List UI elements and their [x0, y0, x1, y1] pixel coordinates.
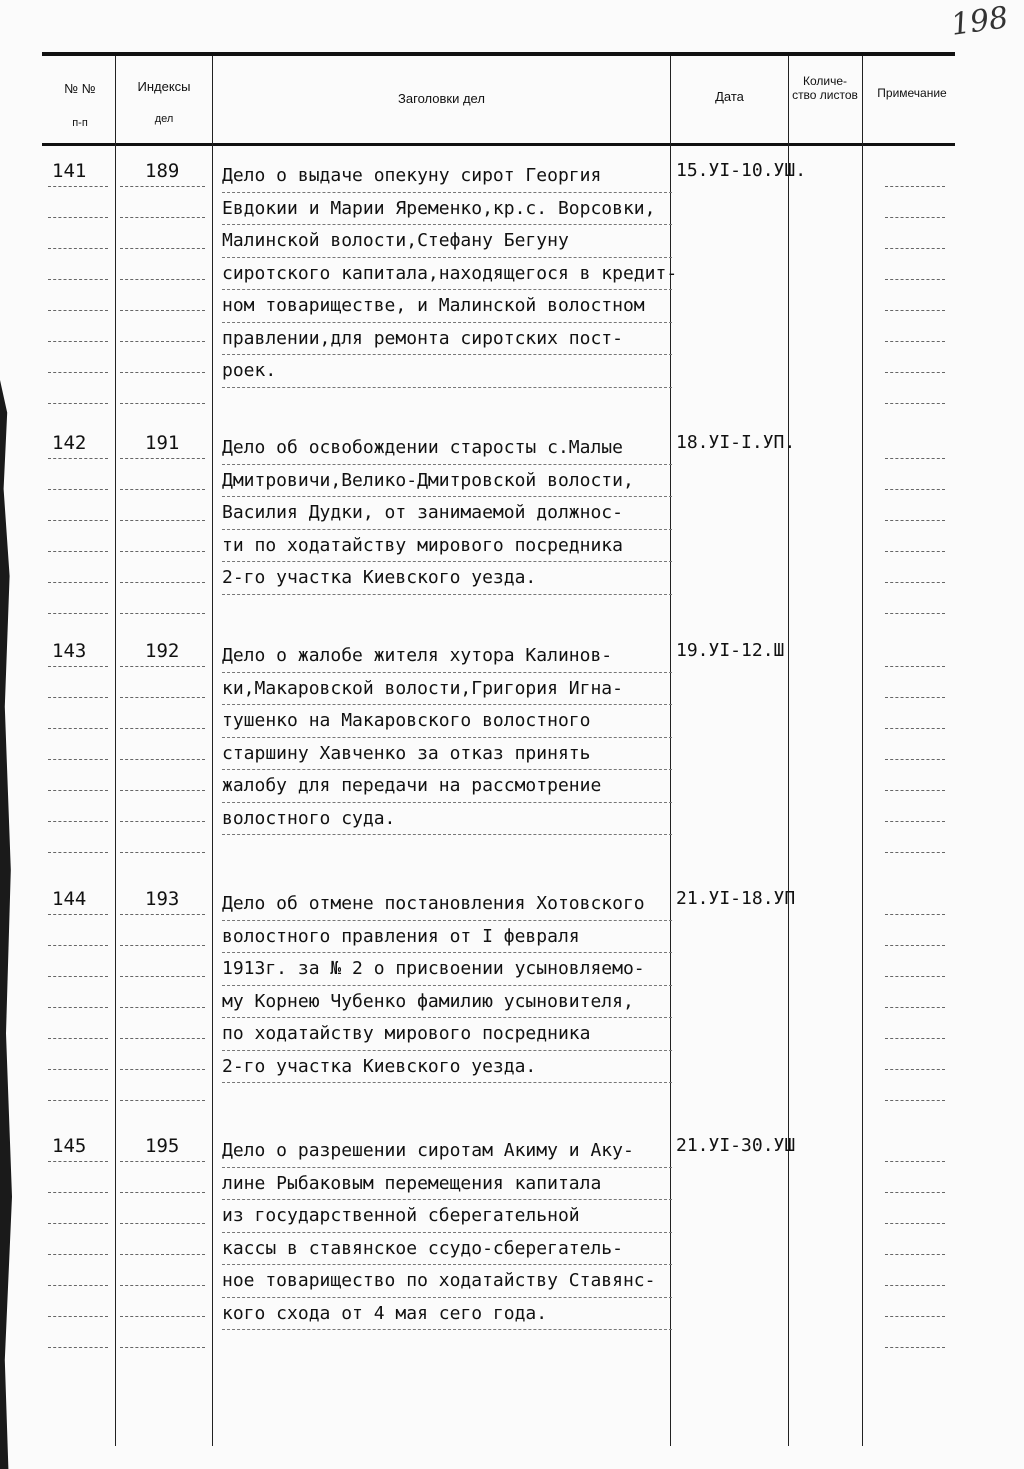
title-line: лине Рыбаковым перемещения капитала — [222, 1168, 672, 1201]
row-title — [222, 432, 672, 595]
row-title — [222, 888, 672, 1083]
title-line: роек. — [222, 355, 672, 388]
ruled-line — [48, 790, 108, 792]
title-line: Дело о выдаче опекуну сирот Георгия — [222, 160, 672, 193]
row-date: 21.УI-30.УШ — [676, 1135, 796, 1156]
ruled-line — [48, 1100, 108, 1102]
ruled-line — [48, 666, 108, 668]
title-line: 2-го участка Киевского уезда. — [222, 1051, 672, 1084]
row-title — [222, 160, 678, 388]
column-divider — [788, 56, 789, 1446]
ruled-line — [120, 914, 205, 916]
ruled-line — [48, 248, 108, 250]
title-line: волостного суда. — [222, 803, 672, 836]
ruled-line — [48, 372, 108, 374]
ruled-line — [885, 1192, 945, 1194]
ruled-line — [120, 1069, 205, 1071]
header-date: Дата — [715, 89, 744, 104]
ruled-line — [885, 1100, 945, 1102]
title-line: Дело о жалобе жителя хутора Калинов- — [222, 640, 672, 673]
ruled-line — [885, 759, 945, 761]
ruled-line — [120, 520, 205, 522]
ruled-line — [48, 976, 108, 978]
ruled-line — [48, 551, 108, 553]
ruled-line — [120, 551, 205, 553]
ruled-line — [120, 279, 205, 281]
ruled-line — [885, 1038, 945, 1040]
ruled-line — [885, 1316, 945, 1318]
ruled-line — [48, 310, 108, 312]
folio-number: 198 — [948, 0, 1011, 43]
ruled-line — [120, 341, 205, 343]
ruled-line — [885, 489, 945, 491]
ruled-line — [120, 1161, 205, 1163]
ruled-line — [885, 403, 945, 405]
ruled-line — [48, 613, 108, 615]
ruled-line — [885, 790, 945, 792]
title-line: Дело об отмене постановления Хотовского — [222, 888, 672, 921]
ruled-line — [120, 1192, 205, 1194]
ruled-line — [48, 914, 108, 916]
ruled-line — [120, 790, 205, 792]
ruled-line — [885, 914, 945, 916]
ruled-line — [885, 310, 945, 312]
ruled-line — [48, 1223, 108, 1225]
title-line: ки,Макаровской волости,Григория Игна- — [222, 673, 672, 706]
ruled-line — [48, 1038, 108, 1040]
ruled-line — [885, 1069, 945, 1071]
title-line: из государственной сберегательной — [222, 1200, 672, 1233]
ruled-line — [885, 666, 945, 668]
title-line: сиротского капитала,находящегося в кредит- — [222, 258, 672, 291]
ruled-line — [48, 945, 108, 947]
ruled-line — [120, 728, 205, 730]
header-bottom-rule — [42, 143, 955, 146]
ruled-line — [885, 613, 945, 615]
ruled-line — [48, 186, 108, 188]
ruled-line — [48, 403, 108, 405]
row-index: 191 — [145, 432, 180, 454]
title-line: Дело об освобождении старосты с.Малые — [222, 432, 672, 465]
row-number: 144 — [52, 888, 87, 910]
title-line: волостного правления от I февраля — [222, 921, 672, 954]
ruled-line — [48, 1069, 108, 1071]
ruled-line — [120, 217, 205, 219]
row-number: 142 — [52, 432, 87, 454]
ruled-line — [48, 1192, 108, 1194]
ruled-line — [885, 945, 945, 947]
title-line: старшину Хавченко за отказ принять — [222, 738, 672, 771]
ruled-line — [120, 582, 205, 584]
row-number: 141 — [52, 160, 87, 182]
ruled-line — [120, 945, 205, 947]
ruled-line — [885, 520, 945, 522]
title-line: ти по ходатайству мирового посредника — [222, 530, 672, 563]
ruled-line — [48, 279, 108, 281]
row-date: 21.УI-18.УП — [676, 888, 796, 909]
ruled-line — [48, 821, 108, 823]
row-index: 193 — [145, 888, 180, 910]
ruled-line — [48, 697, 108, 699]
ruled-line — [120, 666, 205, 668]
ruled-line — [885, 1161, 945, 1163]
ruled-line — [885, 458, 945, 460]
row-number: 143 — [52, 640, 87, 662]
ruled-line — [885, 976, 945, 978]
ruled-line — [120, 821, 205, 823]
ruled-line — [885, 697, 945, 699]
header-index: Индексы — [137, 79, 191, 94]
ruled-line — [120, 759, 205, 761]
ruled-line — [48, 1254, 108, 1256]
title-line: Василия Дудки, от занимаемой должнос- — [222, 497, 672, 530]
ruled-line — [120, 697, 205, 699]
title-line: по ходатайству мирового посредника — [222, 1018, 672, 1051]
row-date: 15.УI-10.УШ. — [676, 160, 807, 181]
ruled-line — [120, 489, 205, 491]
title-line: 2-го участка Киевского уезда. — [222, 562, 672, 595]
row-index: 192 — [145, 640, 180, 662]
ruled-line — [885, 1223, 945, 1225]
title-line: Дело о разрешении сиротам Акиму и Аку- — [222, 1135, 672, 1168]
ruled-line — [885, 279, 945, 281]
row-date: 19.УI-12.Ш — [676, 640, 785, 661]
ruled-line — [120, 1316, 205, 1318]
ruled-line — [120, 186, 205, 188]
ruled-line — [120, 403, 205, 405]
ruled-line — [120, 1285, 205, 1287]
title-line: кассы в ставянское ссудо-сберегатель- — [222, 1233, 672, 1266]
column-divider — [115, 56, 116, 1446]
ruled-line — [885, 1007, 945, 1009]
title-line: Евдокии и Марии Яременко,кр.с. Ворсовки, — [222, 193, 672, 226]
title-line: ном товариществе, и Малинской волостном — [222, 290, 672, 323]
header-num: № № — [64, 81, 96, 96]
row-number: 145 — [52, 1135, 87, 1157]
title-line: му Корнею Чубенко фамилию усыновителя, — [222, 986, 672, 1019]
scan-edge — [0, 380, 12, 1469]
header-index-sub: дел — [154, 113, 174, 125]
column-divider — [862, 56, 863, 1446]
ruled-line — [885, 248, 945, 250]
ruled-line — [885, 341, 945, 343]
row-index: 189 — [145, 160, 180, 182]
ruled-line — [48, 852, 108, 854]
title-line: тушенко на Макаровского волостного — [222, 705, 672, 738]
ruled-line — [885, 1347, 945, 1349]
ruled-line — [120, 1254, 205, 1256]
ruled-line — [120, 852, 205, 854]
header-title: Заголовки дел — [398, 91, 485, 106]
ruled-line — [120, 372, 205, 374]
ruled-line — [120, 248, 205, 250]
ruled-line — [120, 613, 205, 615]
header-num-sub: п-п — [72, 117, 88, 129]
ruled-line — [885, 852, 945, 854]
title-line: жалобу для передачи на рассмотрение — [222, 770, 672, 803]
ruled-line — [120, 1038, 205, 1040]
row-title — [222, 640, 672, 835]
ruled-line — [120, 1347, 205, 1349]
ruled-line — [48, 217, 108, 219]
ruled-line — [120, 310, 205, 312]
header-note: Примечание — [877, 86, 947, 100]
ruled-line — [48, 1285, 108, 1287]
ruled-line — [120, 976, 205, 978]
ruled-line — [48, 1161, 108, 1163]
title-line: ное товарищество по ходатайству Ставянс- — [222, 1265, 672, 1298]
ruled-line — [48, 458, 108, 460]
ruled-line — [885, 551, 945, 553]
ruled-line — [48, 489, 108, 491]
title-line: 1913г. за № 2 о присвоении усыновляемо- — [222, 953, 672, 986]
ruled-line — [48, 582, 108, 584]
ruled-line — [120, 1100, 205, 1102]
ruled-line — [120, 1223, 205, 1225]
ruled-line — [885, 372, 945, 374]
title-line: Дмитровичи,Велико-Дмитровской волости, — [222, 465, 672, 498]
table-top-rule — [42, 52, 955, 56]
ruled-line — [885, 821, 945, 823]
ruled-line — [48, 1347, 108, 1349]
header-count: Количе-ство листов — [792, 74, 858, 102]
ruled-line — [48, 1316, 108, 1318]
ruled-line — [885, 217, 945, 219]
ruled-line — [48, 728, 108, 730]
column-divider — [212, 56, 213, 1446]
ruled-line — [885, 1254, 945, 1256]
ruled-line — [48, 341, 108, 343]
title-line: правлении,для ремонта сиротских пост- — [222, 323, 672, 356]
ruled-line — [885, 728, 945, 730]
ruled-line — [885, 1285, 945, 1287]
ruled-line — [48, 759, 108, 761]
row-date: 18.УI-I.УП. — [676, 432, 796, 453]
row-title — [222, 1135, 672, 1330]
ruled-line — [48, 520, 108, 522]
title-line: кого схода от 4 мая сего года. — [222, 1298, 672, 1331]
title-line: Малинской волости,Стефану Бегуну — [222, 225, 672, 258]
ruled-line — [120, 1007, 205, 1009]
ruled-line — [885, 186, 945, 188]
ruled-line — [885, 582, 945, 584]
row-index: 195 — [145, 1135, 180, 1157]
ruled-line — [120, 458, 205, 460]
ruled-line — [48, 1007, 108, 1009]
